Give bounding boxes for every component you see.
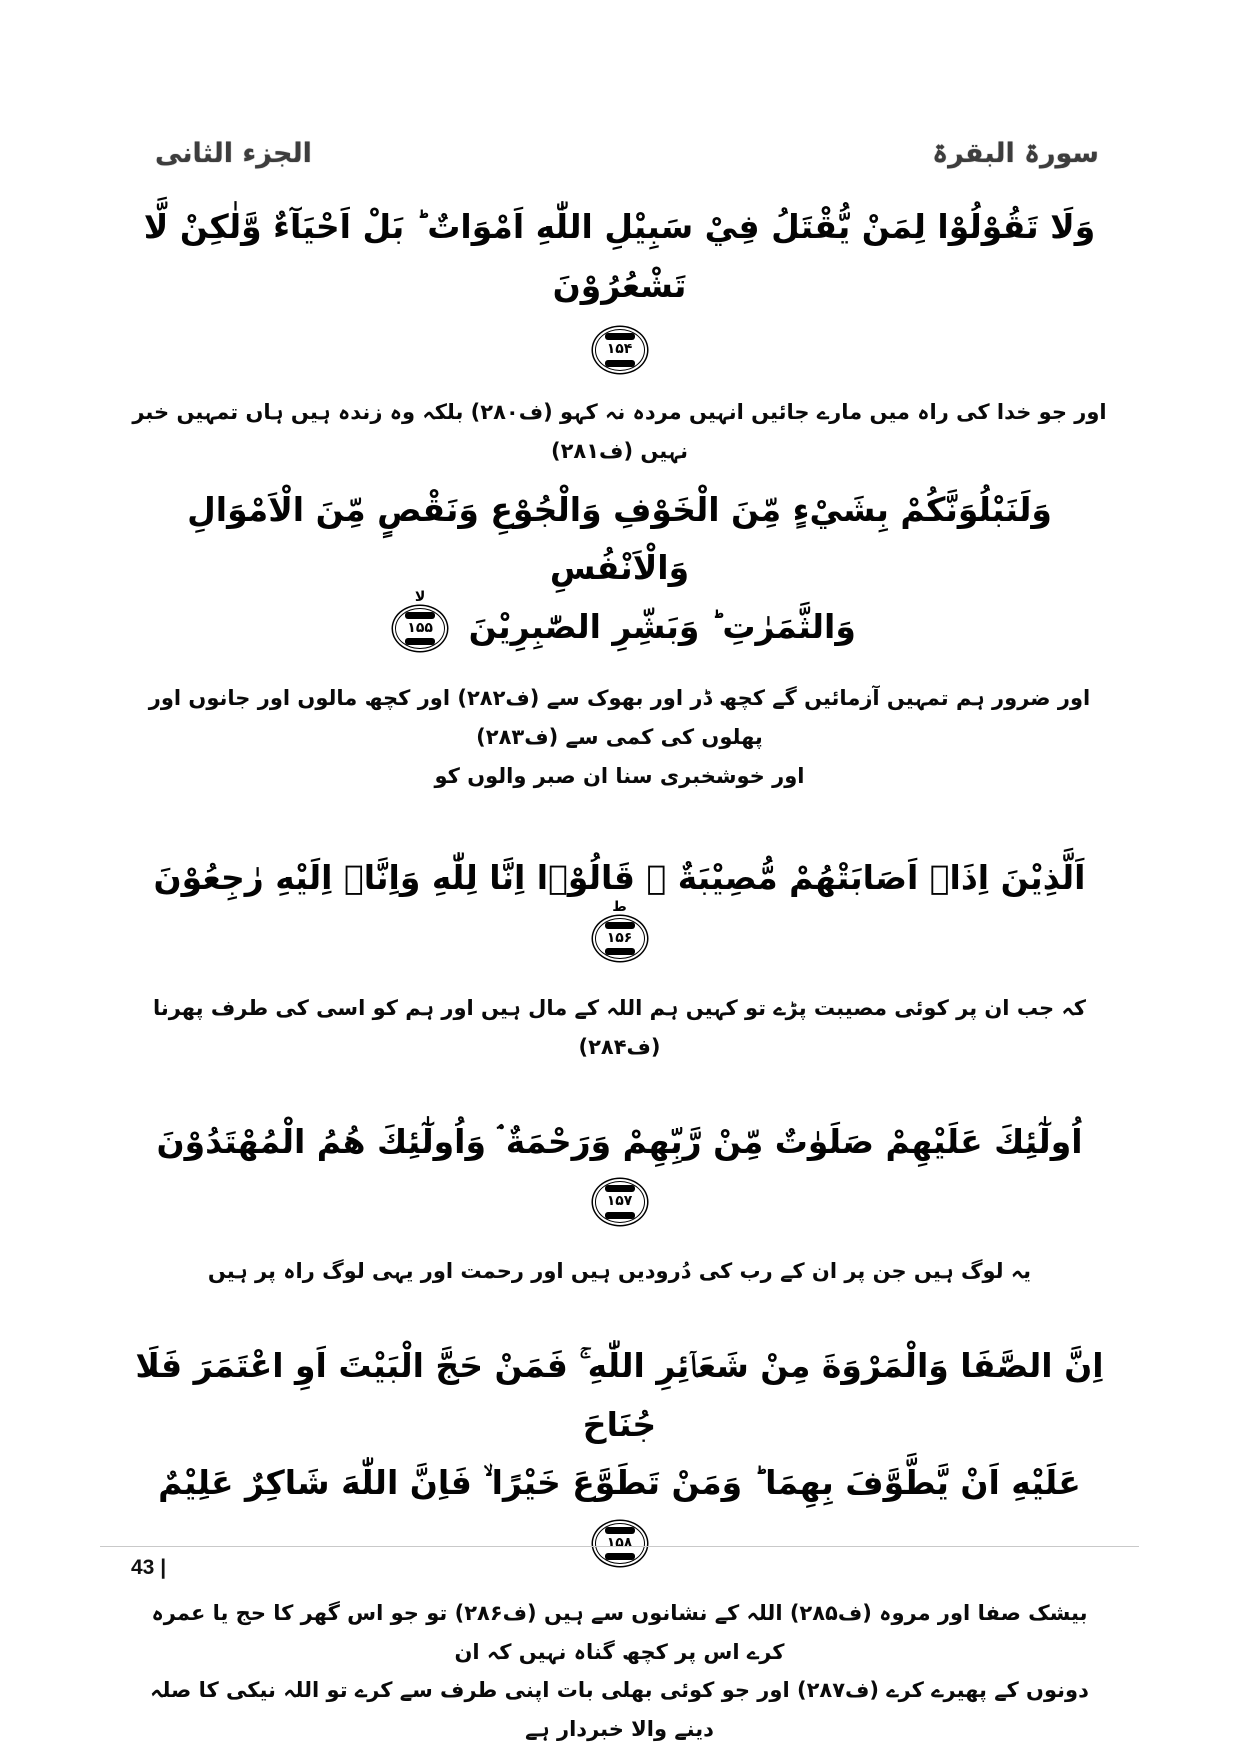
translation-155-line1: اور ضرور ہم تمہیں آزمائیں گے کچھ ڈر اور بھوک سے (ف۲۸۲) اور کچھ مالوں اور جانوں اور پھلوں کی کمی سے (ف۲۸۳) — [148, 685, 1091, 749]
marker-bar-top — [605, 922, 635, 929]
verse-end-marker-156 — [595, 898, 645, 960]
pause-sign-156: ط — [612, 898, 627, 915]
verse-number-155: ۱۵۵ — [407, 619, 433, 636]
marker-bar-bottom — [605, 1212, 635, 1219]
verse-158-arabic-line1: اِنَّ الصَّفَا وَالْمَرْوَةَ مِنْ شَعَاۤئِرِ اللّٰهِ ۚ فَمَنْ حَجَّ الْبَيْتَ اَوِ اعْتَمَرَ فَلَا جُنَاحَ — [135, 1345, 1104, 1444]
page-number: 43 | — [131, 1556, 167, 1579]
marker-bar-bottom — [605, 948, 635, 955]
verse-155-arabic-text: وَالثَّمَرٰتِ ؕ وَبَشِّرِ الصّٰبِرِيْنَ — [468, 607, 856, 647]
translation-155-line2: اور خوشخبری سنا ان صبر والوں کو — [434, 763, 805, 788]
marker-bar-bottom — [405, 638, 435, 645]
verse-end-marker-158 — [595, 1523, 645, 1565]
marker-bar-top — [405, 612, 435, 619]
verse-156-arabic — [130, 849, 1109, 966]
pause-sign-155: لا — [414, 588, 426, 605]
translation-156: کہ جب ان پر کوئی مصیبت پڑے تو کہیں ہم اللہ کے مال ہیں اور ہم کو اسی کی طرف پھرنا (ف۲۸۴) — [152, 995, 1087, 1059]
translation-154: اور جو خدا کی راہ میں مارے جائیں انہیں مردہ نہ کہو (ف۲۸۰) بلکہ وہ زندہ ہیں ہاں تمہیں خبر نہیں (ف۲۸۱) — [132, 399, 1107, 463]
translation-158-line1: بیشک صفا اور مروہ (ف۲۸۵) اللہ کے نشانوں سے ہیں (ف۲۸۶) تو جو اس گھر کا حج یا عمرہ کرے اس پر کچھ گناہ نہیں کہ ان — [151, 1600, 1088, 1664]
translation-157: یہ لوگ ہیں جن پر ان کے رب کی دُرودیں ہیں اور رحمت اور یہی لوگ راہ پر ہیں — [207, 1259, 1032, 1284]
verse-158-arabic-text: عَلَيْهِ اَنْ يَّطَّوَّفَ بِهِمَا ؕ وَمَنْ تَطَوَّعَ خَيْرًا ۙ فَاِنَّ اللّٰهَ شَاكِرٌ عَلِيْمٌ — [158, 1463, 1081, 1503]
verse-number-157: ۱۵۷ — [606, 1193, 633, 1210]
marker-bar-top — [605, 1527, 635, 1534]
verse-end-marker-155 — [395, 588, 445, 650]
marker-bar-top — [605, 1185, 635, 1192]
surah-title-calligraphy: سورۃ البقرۃ — [932, 137, 1099, 169]
footer-divider — [100, 1546, 1139, 1547]
marker-bar-bottom — [605, 1553, 635, 1560]
page-content — [130, 188, 1109, 1749]
verse-number-158: ۱۵۸ — [606, 1534, 633, 1551]
marker-bar-top — [605, 333, 635, 340]
verse-end-marker-154 — [595, 329, 645, 371]
verse-end-marker-157 — [595, 1181, 645, 1223]
verse-155-arabic-line1: وَلَنَبْلُوَنَّكُمْ بِشَيْءٍ مِّنَ الْخَوْفِ وَالْجُوْعِ وَنَقْصٍ مِّنَ الْاَمْوَالِ وَالْاَنْفُسِ — [187, 489, 1052, 588]
verse-155-arabic-line2 — [130, 588, 1109, 657]
verse-number-156: ۱۵۶ — [606, 929, 633, 946]
verse-154-arabic: وَلَا تَقُوْلُوْا لِمَنْ يُّقْتَلُ فِيْ سَبِيْلِ اللّٰهِ اَمْوَاتٌ ؕ بَلْ اَحْيَآءٌ وَّلٰكِنْ لَّا تَشْعُرُوْنَ — [143, 207, 1096, 305]
page-header — [0, 118, 1239, 188]
marker-bar-bottom — [605, 360, 635, 367]
verse-157-arabic — [130, 1113, 1109, 1230]
verse-157-arabic-text: اُولٰٓئِكَ عَلَيْهِمْ صَلَوٰتٌ مِّنْ رَّبِّهِمْ وَرَحْمَةٌ ۘ وَاُولٰٓئِكَ هُمُ الْمُهْتَدُوْنَ — [156, 1121, 1083, 1161]
juz-title-calligraphy: الجزء الثانی — [155, 137, 312, 169]
verse-154-marker-row — [130, 329, 1109, 371]
verse-number-154: ۱۵۴ — [606, 341, 633, 358]
verse-156-arabic-text: اَلَّذِيْنَ اِذَاۤ اَصَابَتْهُمْ مُّصِيْبَةٌ ۙ قَالُوْۤا اِنَّا لِلّٰهِ وَاِنَّاۤ اِلَيْهِ رٰجِعُوْنَ — [153, 858, 1086, 898]
translation-158-line2: دونوں کے پھیرے کرے (ف۲۸۷) اور جو کوئی بھلی بات اپنی طرف سے کرے تو اللہ نیکی کا صلہ دینے والا خبردار ہے — [150, 1678, 1089, 1742]
verse-158-arabic-line2 — [130, 1454, 1109, 1571]
